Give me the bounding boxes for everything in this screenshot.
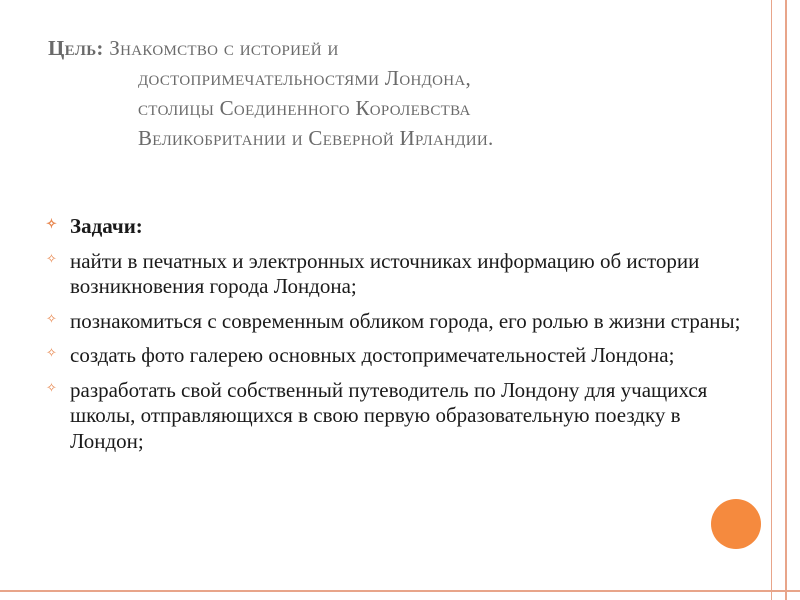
bullet-icon: ✧ <box>46 216 57 231</box>
bullet-icon: ✧ <box>46 250 57 266</box>
bullet-icon: ✧ <box>46 310 57 326</box>
task-text: найти в печатных и электронных источниках информацию об истории возникновения города Лондона; <box>70 248 700 298</box>
slide-border-bottom <box>0 590 800 592</box>
goal-line: достопримечательностями Лондона, <box>138 66 472 90</box>
task-item <box>46 309 758 335</box>
goal-line: столицы Соединенного Королевства <box>138 96 471 120</box>
goal-title <box>48 33 748 153</box>
task-text: создать фото галерею основных достопримечательностей Лондона; <box>70 343 675 367</box>
bullet-icon: ✧ <box>46 379 57 395</box>
accent-circle <box>711 499 761 549</box>
task-text: разработать свой собственный путеводитель по Лондону для учащихся школы, отправляющихся в свою первую образовательную поездку в Лондон; <box>70 377 708 453</box>
tasks-list <box>46 214 758 463</box>
goal-label: Цель: <box>48 36 104 60</box>
task-item <box>46 249 758 300</box>
tasks-heading-item <box>46 214 758 240</box>
task-item <box>46 343 758 369</box>
slide-border-right-outer <box>785 0 787 600</box>
task-item <box>46 378 758 455</box>
slide-border-right-inner <box>771 0 772 600</box>
bullet-icon: ✧ <box>46 345 57 360</box>
goal-line: Знакомство с историей и <box>109 36 339 60</box>
tasks-heading: Задачи: <box>70 214 143 238</box>
task-text: познакомиться с современным обликом города, его ролью в жизни страны; <box>70 308 741 333</box>
goal-line: Великобритании и Северной Ирландии. <box>138 126 494 150</box>
